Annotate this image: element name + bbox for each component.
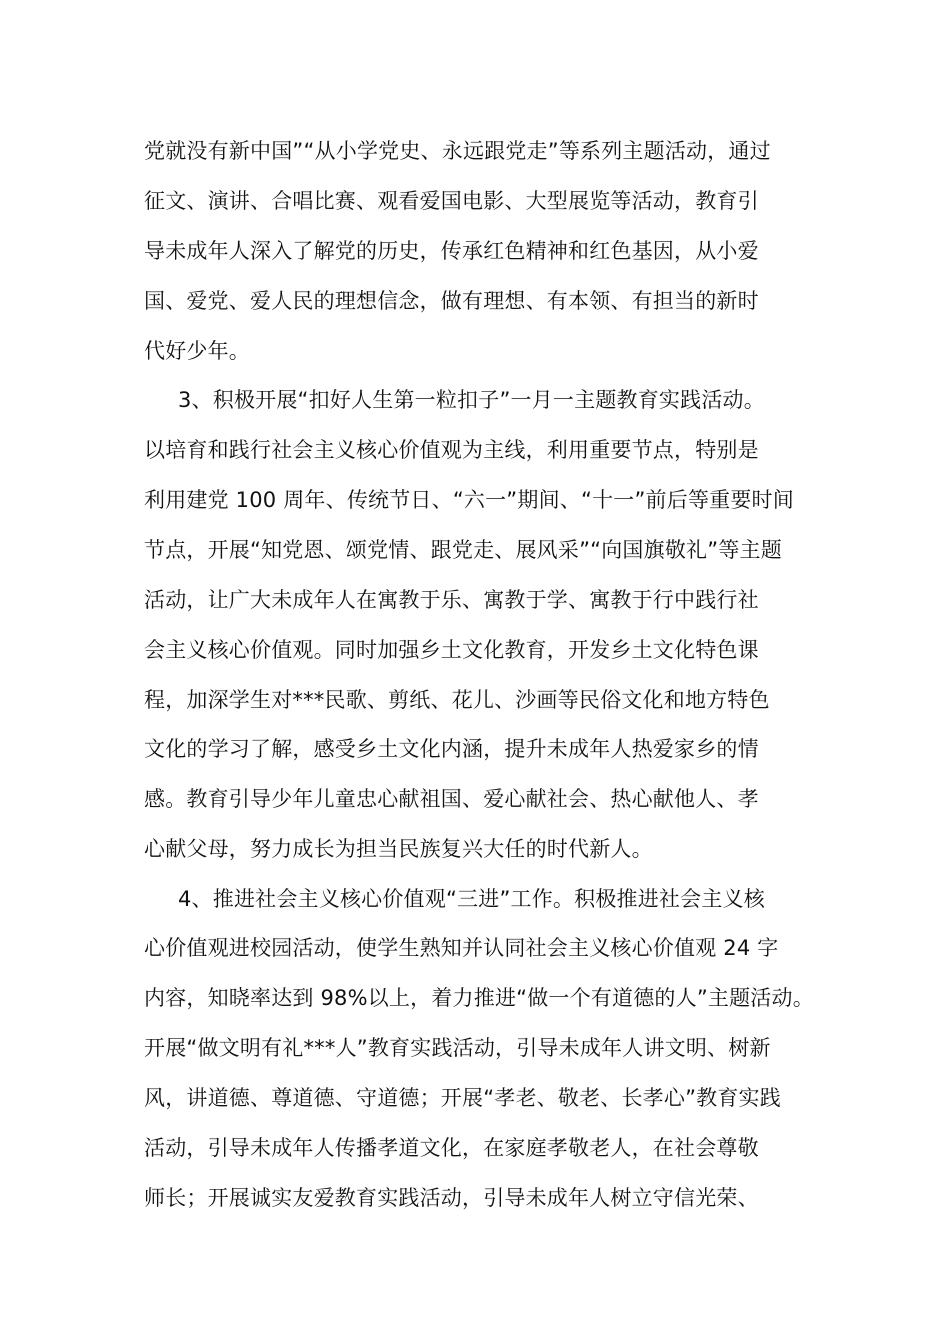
text-line-5: 代好少年。 xyxy=(144,339,250,363)
text-line-4: 国、爱党、爱人民的理想信念，做有理想、有本领、有担当的新时 xyxy=(144,289,759,313)
text-line-14: 感。教育引导少年儿童忠心献祖国、爱心献社会、热心献他人、孝 xyxy=(144,787,759,811)
text-line-3: 导未成年人深入了解党的历史，传承红色精神和红色基因，从小爱 xyxy=(144,239,759,263)
text-line-12: 程，加深学生对***民歌、剪纸、花儿、沙画等民俗文化和地方特色 xyxy=(144,688,770,712)
text-line-7: 以培育和践行社会主义核心价值观为主线，利用重要节点，特别是 xyxy=(144,438,759,462)
text-line-11: 会主义核心价值观。同时加强乡土文化教育，开发乡土文化特色课 xyxy=(144,638,759,662)
text-line-8: 利用建党 100 周年、传统节日、“六一”期间、“十一”前后等重要时间 xyxy=(144,488,794,512)
text-line-10: 活动，让广大未成年人在寓教于乐、寓教于学、寓教于行中践行社 xyxy=(144,588,759,612)
text-line-13: 文化的学习了解，感受乡土文化内涵，提升未成年人热爱家乡的情 xyxy=(144,737,759,761)
text-line-16: 4、推进社会主义核心价值观“三进”工作。积极推进社会主义核 xyxy=(178,887,765,911)
text-line-19: 开展“做文明有礼***人”教育实践活动，引导未成年人讲文明、树新 xyxy=(144,1036,771,1060)
text-line-20: 风，讲道德、尊道德、守道德；开展“孝老、敬老、长孝心”教育实践 xyxy=(144,1086,781,1110)
text-line-17: 心价值观进校园活动，使学生熟知并认同社会主义核心价值观 24 字 xyxy=(144,936,779,960)
text-line-21: 活动，引导未成年人传播孝道文化，在家庭孝敬老人，在社会尊敬 xyxy=(144,1136,759,1160)
text-line-1: 党就没有新中国”“从小学党史、永远跟党走”等系列主题活动，通过 xyxy=(144,139,771,163)
text-line-15: 心献父母，努力成长为担当民族复兴大任的时代新人。 xyxy=(144,837,653,861)
text-line-18: 内容，知晓率达到 98%以上，着力推进“做一个有道德的人”主题活动。 xyxy=(144,986,814,1010)
text-line-6: 3、积极开展“扣好人生第一粒扣子”一月一主题教育实践活动。 xyxy=(178,388,765,412)
text-line-9: 节点，开展“知党恩、颂党情、跟党走、展风采”“向国旗敬礼”等主题 xyxy=(144,538,782,562)
text-line-22: 师长；开展诚实友爱教育实践活动，引导未成年人树立守信光荣、 xyxy=(144,1186,759,1210)
text-line-2: 征文、演讲、合唱比赛、观看爱国电影、大型展览等活动，教育引 xyxy=(144,189,759,213)
